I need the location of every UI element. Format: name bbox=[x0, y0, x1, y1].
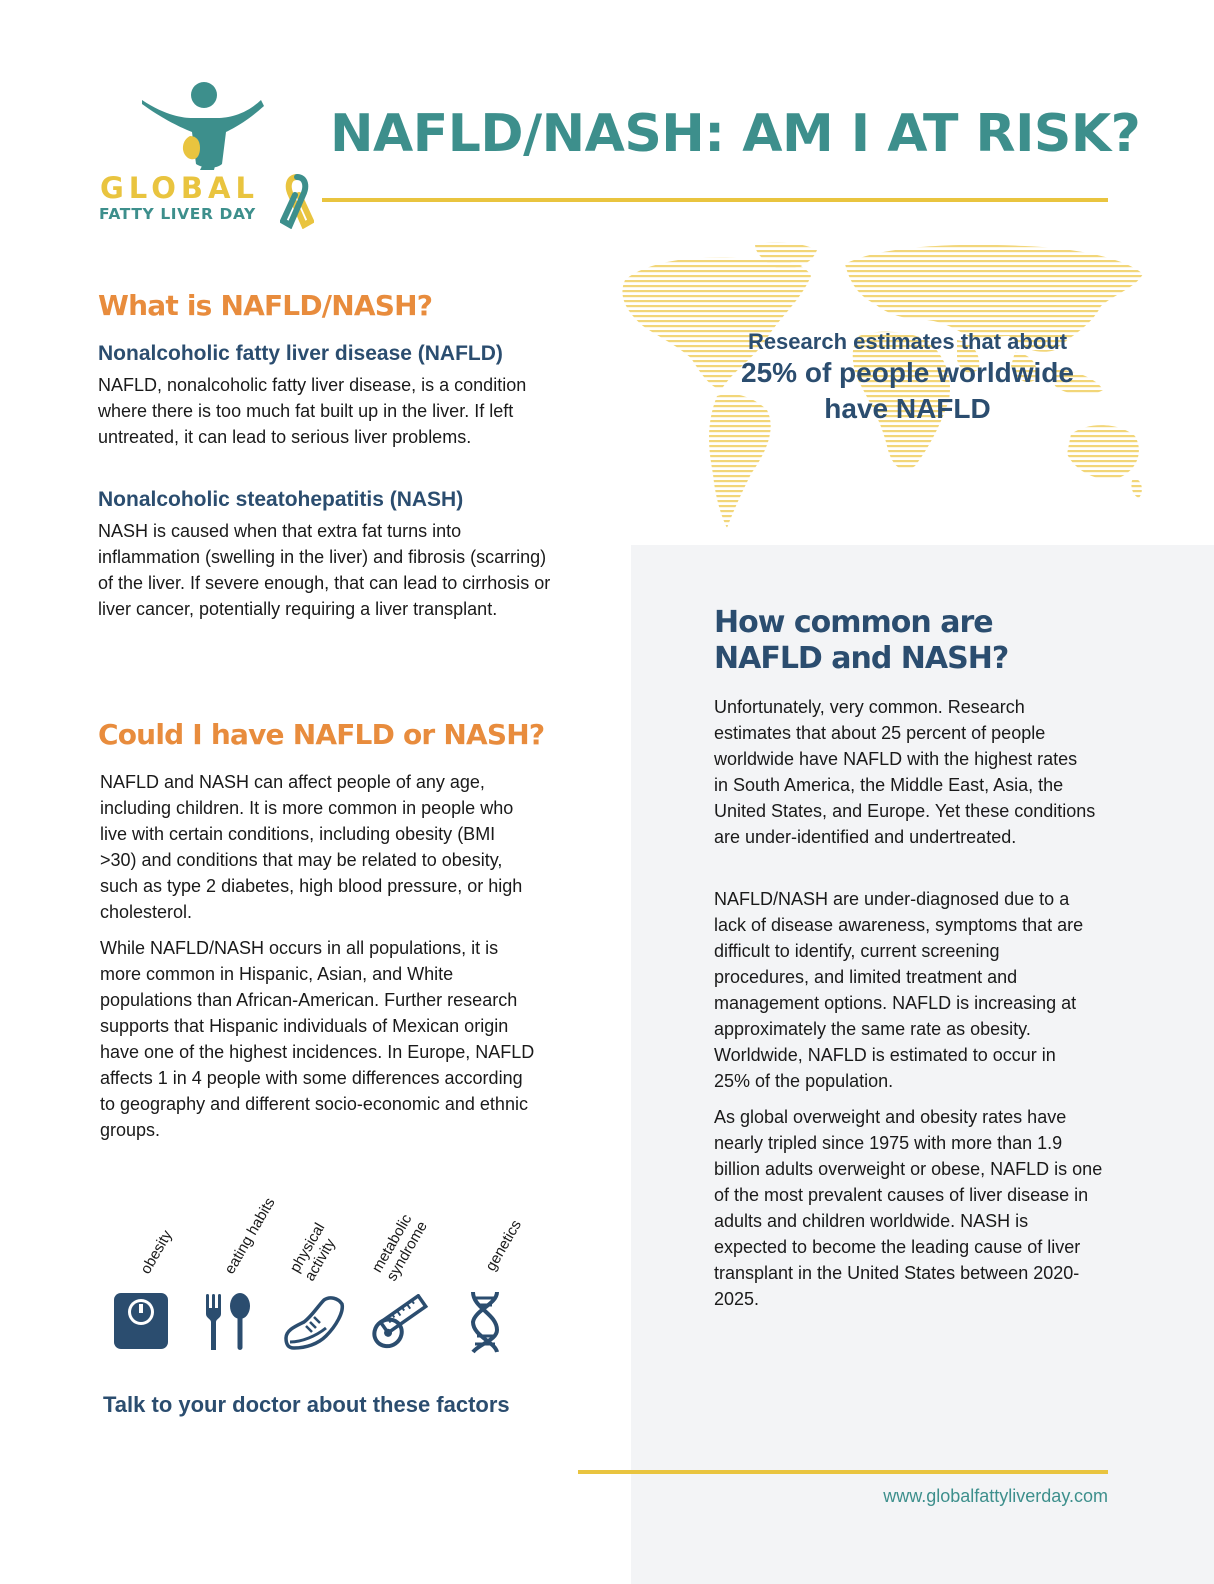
what-is-heading: What is NAFLD/NASH? bbox=[98, 289, 433, 322]
website-link[interactable]: www.globalfattyliverday.com bbox=[883, 1486, 1108, 1506]
logo-wordmark: GLOBAL bbox=[100, 171, 259, 205]
sneaker-icon bbox=[282, 1292, 346, 1352]
scale-icon bbox=[113, 1292, 169, 1350]
how-common-heading bbox=[714, 605, 1008, 677]
how-common-heading-line1: How common are bbox=[714, 605, 993, 640]
footer-rule bbox=[578, 1470, 1108, 1474]
factor-label-obesity: obesity bbox=[137, 1227, 176, 1277]
person-figure-icon bbox=[142, 82, 264, 170]
could-i-heading: Could I have NAFLD or NASH? bbox=[98, 718, 545, 751]
how-common-paragraph-2: NAFLD/NASH are under-diagnosed due to a lack of disease awareness, symptoms that are difficult to identify, current screening procedures, and limited treatment and management options. NAFLD is increasing at approximately the same rate as obesity. Worldwide, NAFLD is estimated to occur in 25% of the population. bbox=[714, 889, 1084, 1091]
dna-icon bbox=[465, 1290, 505, 1354]
fork-spoon-icon bbox=[204, 1292, 252, 1352]
how-common-paragraph-3: As global overweight and obesity rates have nearly tripled since 1975 with more than 1.9 billion adults overweight or obese, NAFLD is one of the most prevalent causes of liver disease in adults and children worldwide. NASH is expected to become the leading cause of liver transplant in the United States between 2020-2025. bbox=[714, 1107, 1103, 1309]
factor-label-metabolic-syndrome: metabolic syndrome bbox=[368, 1211, 431, 1284]
nash-description: NASH is caused when that extra fat turns into inflammation (swelling in the liver) and fibrosis (scarring) of the liver. If severe enough, that can lead to cirrhosis or liver cancer, potentially requiring a liver transplant. bbox=[98, 521, 551, 619]
factor-label-eating-habits: eating habits bbox=[221, 1194, 279, 1277]
awareness-ribbon-icon bbox=[280, 173, 314, 229]
how-common-paragraph-1: Unfortunately, very common. Research estimates that about 25 percent of people worldwide have NAFLD with the highest rates in South America, the Middle East, Asia, the United States, and Europe. Yet these conditions are under-identified and undertreated. bbox=[714, 697, 1096, 847]
nafld-heading: Nonalcoholic fatty liver disease (NAFLD) bbox=[98, 342, 503, 365]
page-title: NAFLD/NASH: AM I AT RISK? bbox=[330, 104, 1141, 164]
stat-lead-text: Research estimates that about bbox=[747, 329, 1068, 354]
measuring-tape-icon bbox=[368, 1294, 432, 1350]
talk-to-doctor-cta: Talk to your doctor about these factors bbox=[103, 1392, 510, 1417]
nafld-description: NAFLD, nonalcoholic fatty liver disease, is a condition where there is too much fat built up in the liver. If left untreated, it can lead to serious liver problems. bbox=[98, 375, 527, 447]
stat-highlight-line1: 25% of people worldwide bbox=[741, 357, 1074, 388]
could-i-paragraph-2: While NAFLD/NASH occurs in all populations, it is more common in Hispanic, Asian, and White populations than African-American. Further research supports that Hispanic individuals of Mexican origin have one of the highest incidences. In Europe, NAFLD affects 1 in 4 people with some differences according to geography and different socio-economic and ethnic groups. bbox=[100, 938, 535, 1140]
logo-subtitle: FATTY LIVER DAY bbox=[99, 205, 256, 223]
stat-callout bbox=[715, 328, 1100, 427]
how-common-heading-line2: NAFLD and NASH? bbox=[714, 641, 1009, 676]
nash-heading: Nonalcoholic steatohepatitis (NASH) bbox=[98, 488, 464, 511]
factor-label-physical-activity: physical activity bbox=[286, 1220, 339, 1284]
title-underline bbox=[322, 198, 1108, 202]
stat-highlight-line2: have NAFLD bbox=[824, 393, 991, 424]
could-i-paragraph-1: NAFLD and NASH can affect people of any age, including children. It is more common in people who live with certain conditions, including obesity (BMI >30) and conditions that may be related to obesity, such as type 2 diabetes, high blood pressure, or high cholesterol. bbox=[100, 772, 523, 922]
factor-label-genetics: genetics bbox=[482, 1217, 525, 1274]
